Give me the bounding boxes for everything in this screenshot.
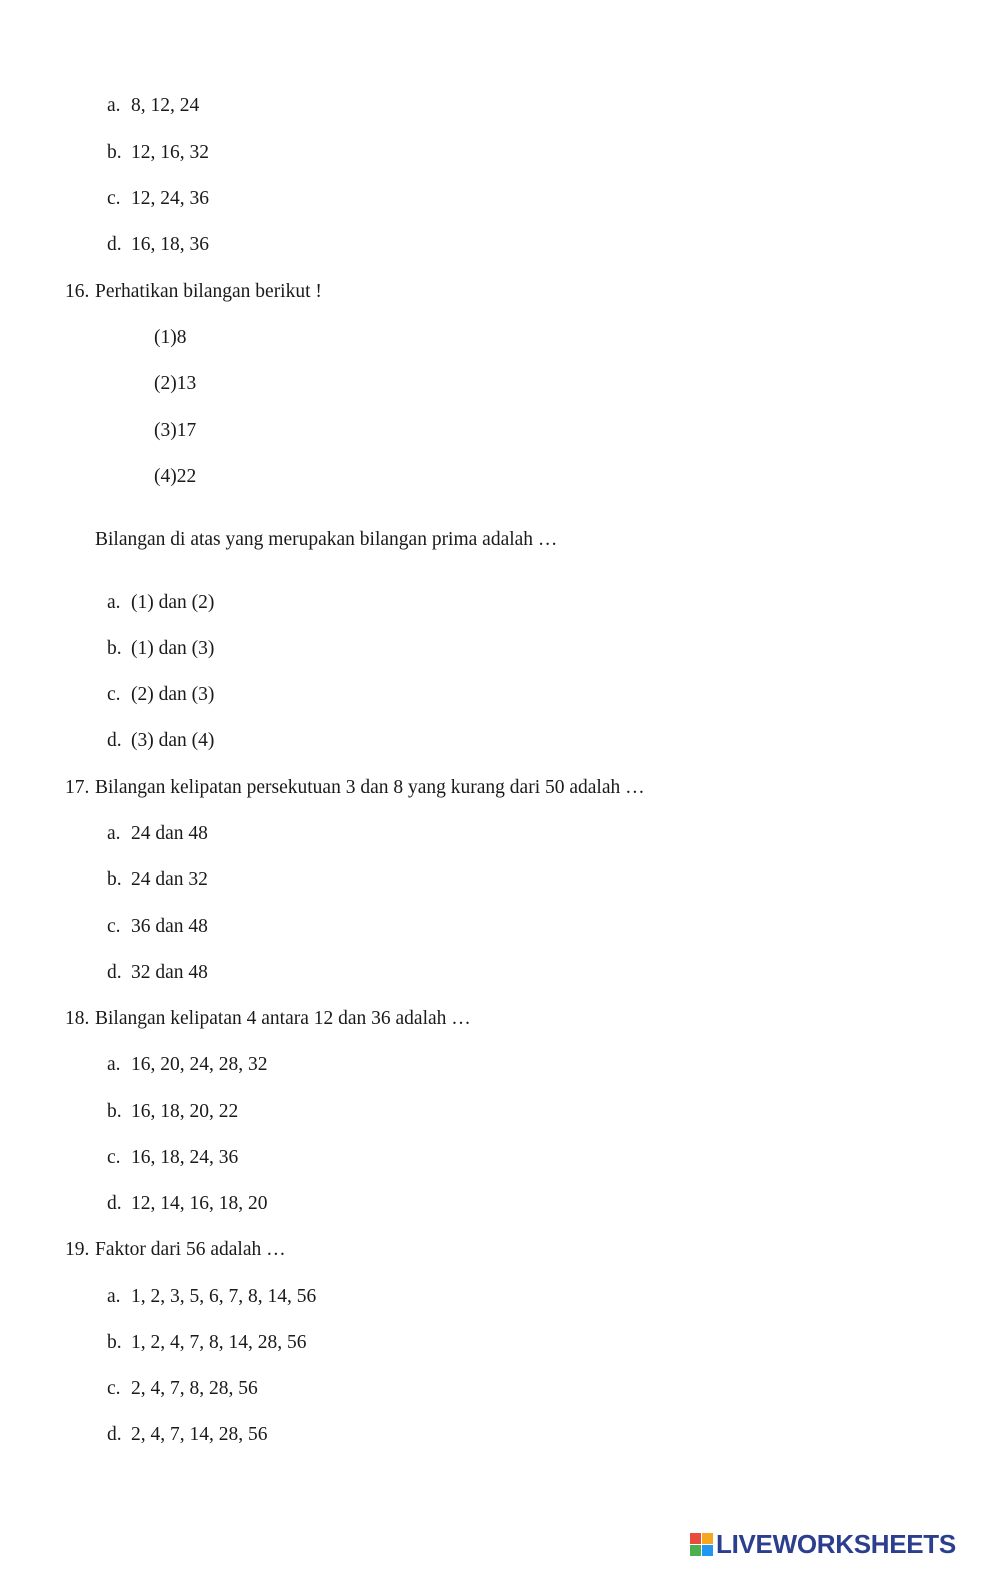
option-text: (2) dan (3) [131,684,215,705]
q15-option-a[interactable] [107,96,199,116]
q16-option-c[interactable] [107,685,214,705]
option-letter: c. [107,684,121,705]
q19-option-a[interactable] [107,1287,316,1307]
option-letter: d. [107,234,122,255]
option-letter: d. [107,730,122,751]
option-text: (1) dan (2) [131,592,215,613]
option-letter: a. [107,823,121,844]
question-text: Bilangan kelipatan 4 antara 12 dan 36 adalah … [95,1008,471,1029]
option-text: 2, 4, 7, 14, 28, 56 [131,1424,268,1445]
q16-option-a[interactable] [107,593,214,613]
option-text: 36 dan 48 [131,916,208,937]
option-text: 2, 4, 7, 8, 28, 56 [131,1378,258,1399]
option-letter: d. [107,1193,122,1214]
question-text: Perhatikan bilangan berikut ! [95,281,322,302]
q16-item-3: (3)17 [154,420,197,441]
option-text: 16, 18, 20, 22 [131,1101,239,1122]
option-letter: a. [107,1286,121,1307]
option-letter: d. [107,962,122,983]
q17-option-c[interactable] [107,917,208,937]
logo-square-v [690,1545,701,1556]
question-number: 16. [65,281,90,302]
question-18 [65,1009,471,1029]
option-letter: a. [107,95,121,116]
logo-text: LIVEWORKSHEETS [716,1528,956,1559]
option-text: 24 dan 32 [131,869,208,890]
q16-prompt: Bilangan di atas yang merupakan bilangan prima adalah … [95,529,558,550]
option-letter: c. [107,1378,121,1399]
liveworksheets-logo [690,1528,956,1560]
option-letter: c. [107,916,121,937]
q15-option-b[interactable] [107,143,209,163]
q17-option-a[interactable] [107,824,208,844]
option-text: 16, 18, 24, 36 [131,1147,239,1168]
option-letter: d. [107,1424,122,1445]
q19-option-b[interactable] [107,1333,307,1353]
q15-option-d[interactable] [107,235,209,255]
q17-option-d[interactable] [107,963,208,983]
question-number: 18. [65,1008,90,1029]
question-19 [65,1240,286,1260]
question-text: Faktor dari 56 adalah … [95,1239,286,1260]
option-text: 1, 2, 4, 7, 8, 14, 28, 56 [131,1332,307,1353]
q16-item-4: (4)22 [154,466,197,487]
option-text: 12, 16, 32 [131,142,209,163]
option-letter: b. [107,1332,122,1353]
q18-option-b[interactable] [107,1102,238,1122]
option-letter: b. [107,638,122,659]
question-text: Bilangan kelipatan persekutuan 3 dan 8 yang kurang dari 50 adalah … [95,777,645,798]
option-text: 12, 14, 16, 18, 20 [131,1193,268,1214]
option-text: 24 dan 48 [131,823,208,844]
option-text: 16, 18, 36 [131,234,209,255]
option-letter: a. [107,592,121,613]
option-text: (3) dan (4) [131,730,215,751]
question-number: 17. [65,777,90,798]
option-letter: b. [107,142,122,163]
option-text: (1) dan (3) [131,638,215,659]
q16-option-d[interactable] [107,731,214,751]
logo-square-e [702,1545,713,1556]
option-letter: b. [107,1101,122,1122]
q18-option-a[interactable] [107,1055,268,1075]
option-letter: c. [107,1147,121,1168]
option-text: 16, 20, 24, 28, 32 [131,1054,268,1075]
option-text: 32 dan 48 [131,962,208,983]
option-text: 8, 12, 24 [131,95,200,116]
option-text: 12, 24, 36 [131,188,209,209]
option-letter: a. [107,1054,121,1075]
q18-option-c[interactable] [107,1148,238,1168]
q17-option-b[interactable] [107,870,208,890]
q16-option-b[interactable] [107,639,214,659]
question-number: 19. [65,1239,90,1260]
option-letter: b. [107,869,122,890]
q16-item-2: (2)13 [154,373,197,394]
q19-option-d[interactable] [107,1425,268,1445]
q15-option-c[interactable] [107,189,209,209]
q16-item-1: (1)8 [154,327,187,348]
logo-grid-icon [690,1533,713,1556]
question-17 [65,778,645,798]
logo-square-l [690,1533,701,1544]
q19-option-c[interactable] [107,1379,258,1399]
option-letter: c. [107,188,121,209]
question-16 [65,282,322,302]
logo-square-i [702,1533,713,1544]
q18-option-d[interactable] [107,1194,268,1214]
option-text: 1, 2, 3, 5, 6, 7, 8, 14, 56 [131,1286,317,1307]
